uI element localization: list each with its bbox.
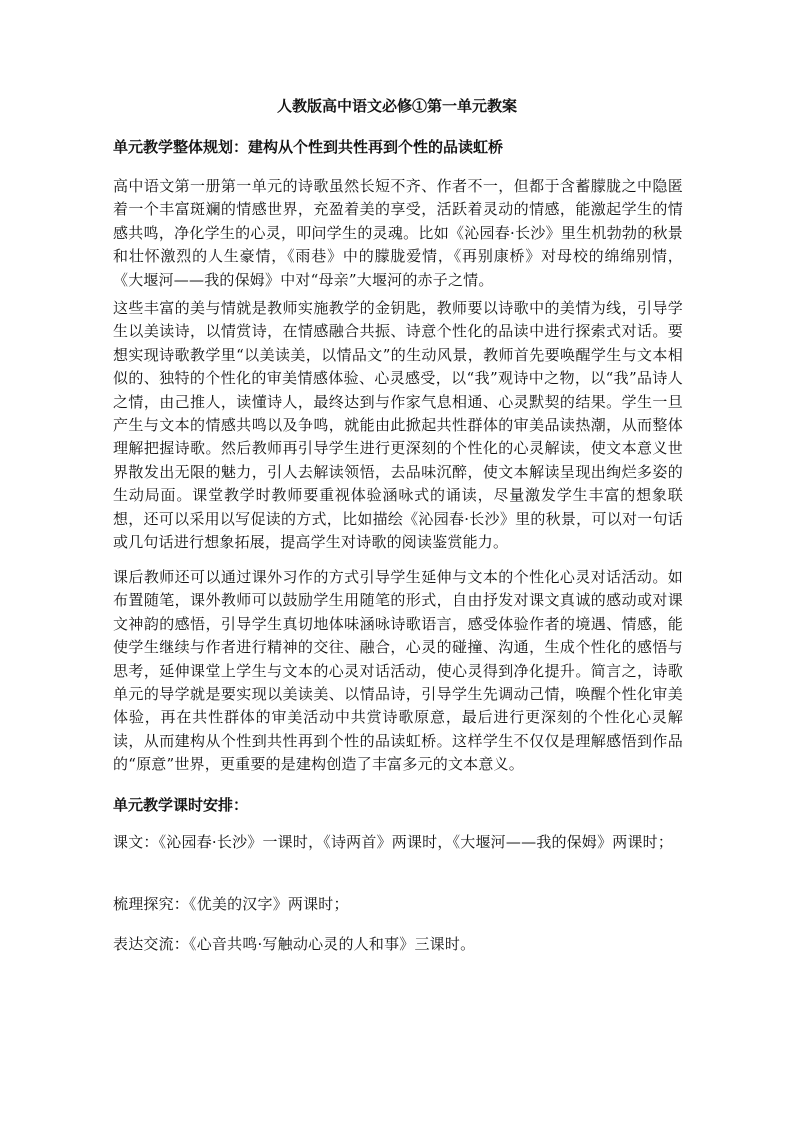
section-heading-schedule: 单元教学课时安排： [113, 796, 249, 814]
section-heading-planning: 单元教学整体规划：建构从个性到共性再到个性的品读虹桥 [113, 138, 504, 156]
schedule-item-exploration: 梳理探究：《优美的汉字》两课时； [113, 895, 349, 913]
schedule-item-texts: 课文：《沁园春·长沙》一课时，《诗两首》两课时，《大堰河——我的保姆》两课时； [113, 833, 674, 851]
document-title: 人教版高中语文必修①第一单元教案 [276, 97, 517, 115]
paragraph-intro: 高中语文第一册第一单元的诗歌虽然长短不齐、作者不一，但都于含蓄朦胧之中隐匿着一个丰富斑斓的情感世界，充盈着美的享受，活跃着灵动的情感，能激起学生的情感共鸣，净化学生的心灵，叩问学生的灵魂。比如《沁园春·长沙》里生机勃勃的秋景和壮怀激烈的人生豪情，《雨巷》中的朦胧爱情，《再别康桥》对母校的绵绵别情，《大堰河——我的保姆》中对“母亲”大堰河的赤子之情。 [113, 177, 683, 289]
paragraph-after-class: 课后教师还可以通过课外习作的方式引导学生延伸与文本的个性化心灵对话活动。如布置随笔，课外教师可以鼓励学生用随笔的形式，自由抒发对课文真诚的感动或对课文神韵的感悟，引导学生真切地体味涵咏诗歌语言，感受体验作者的境遇、情感，能使学生继续与作者进行精神的交往、融合，心灵的碰撞、沟通，生成个性化的感悟与思考，延伸课堂上学生与文本的心灵对话活动，使心灵得到净化提升。简言之，诗歌单元的导学就是要实现以美读美、以情品诗，引导学生先调动己情，唤醒个性化审美体验，再在共性群体的审美活动中共赏诗歌原意，最后进行更深刻的个性化心灵解读，从而建构从个性到共性再到个性的品读虹桥。这样学生不仅仅是理解感悟到作品的“原意”世界，更重要的是建构创造了丰富多元的文本意义。 [113, 568, 683, 774]
paragraph-teaching-method: 这些丰富的美与情就是教师实施教学的金钥匙，教师要以诗歌中的美情为线，引导学生以美读诗，以情赏诗，在情感融合共振、诗意个性化的品读中进行探索式对话。要想实现诗歌教学里“以美读美，以情品文”的生动风景，教师首先要唤醒学生与文本相似的、独特的个性化的审美情感体验、心灵感受，以“我”观诗中之物，以“我”品诗人之情，由己推人，读懂诗人，最终达到与作家气息相通、心灵默契的结果。学生一旦产生与文本的情感共鸣以及争鸣，就能由此掀起共性群体的审美品读热潮，从而整体理解把握诗歌。然后教师再引导学生进行更深刻的个性化的心灵解读，使文本意义世界散发出无限的魅力，引人去解读领悟，去品味沉醉，使文本解读呈现出绚烂多姿的生动局面。课堂教学时教师要重视体验涵咏式的诵读，尽量激发学生丰富的想象联想，还可以采用以写促读的方式，比如描绘《沁园春·长沙》里的秋景，可以对一句话或几句话进行想象拓展，提高学生对诗歌的阅读鉴赏能力。 [113, 299, 683, 552]
schedule-item-expression: 表达交流：《心音共鸣·写触动心灵的人和事》三课时。 [113, 935, 476, 953]
